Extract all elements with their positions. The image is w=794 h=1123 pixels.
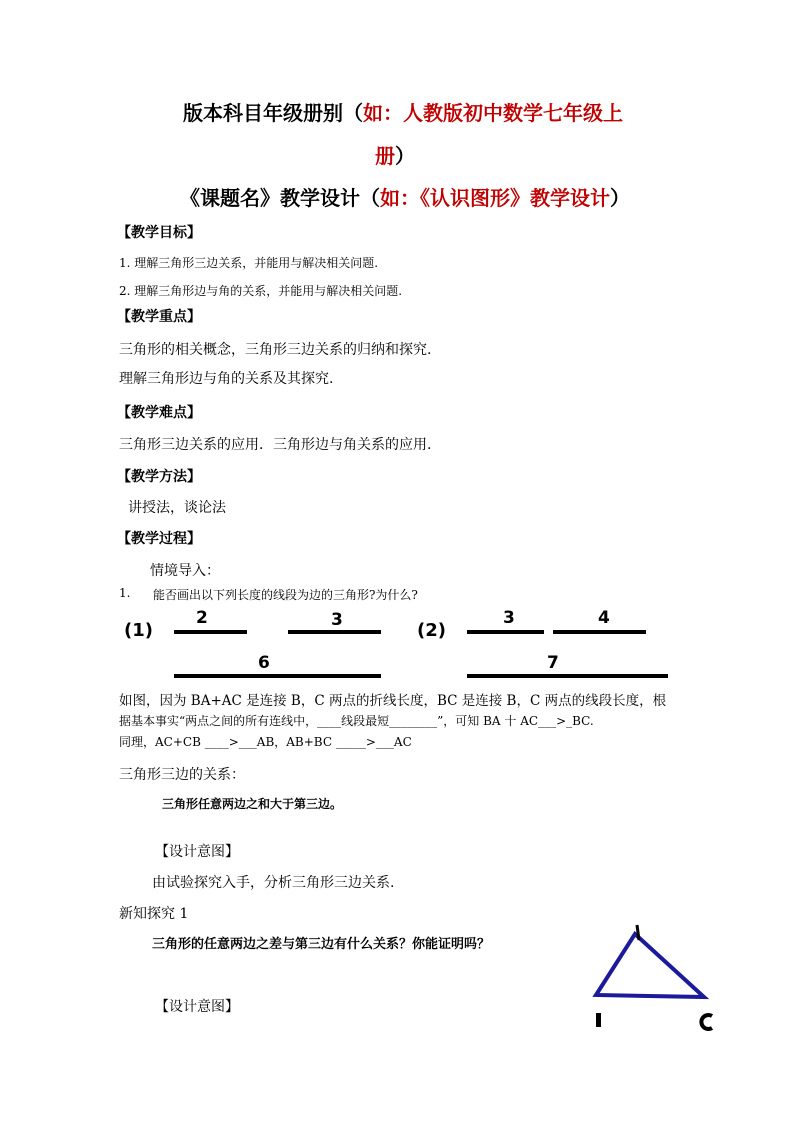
answer-blank: _____>___	[335, 735, 394, 749]
segment-label: 6	[258, 653, 270, 673]
vertex-c-mark	[701, 1015, 712, 1029]
explanation-text: 据基本事实“两点之间的所有连线中，	[119, 714, 318, 728]
design-heading-2: 【设计意图】	[155, 999, 239, 1015]
doc-title-line1	[183, 97, 623, 126]
title-close: ）	[395, 144, 415, 168]
explanation-line-2	[119, 712, 594, 729]
question-1-text: 能否画出以下列长度的线段为边的三角形?为什么?	[153, 588, 418, 602]
explanation-text: BC.	[572, 714, 594, 728]
goal-item-1: 1. 理解三角形三边关系，并能用与解决相关问题.	[119, 256, 379, 270]
segment-label: 7	[547, 653, 559, 673]
key-heading: 【教学重点】	[117, 309, 201, 325]
subtitle-close: ）	[610, 186, 630, 210]
segment-label: 2	[196, 608, 208, 628]
explanation-line-1: 如图，因为 BA+AC 是连接 B，C 两点的折线长度，BC 是连接 B，C 两点的线段长度，根	[119, 693, 667, 709]
diff-item-1: 三角形三边关系的应用．三角形边与角关系的应用.	[119, 437, 432, 453]
method-item-1: 讲授法，谈论法	[128, 500, 226, 516]
vertex-a-mark	[637, 925, 639, 940]
segment-line	[467, 674, 668, 678]
segment-line	[174, 630, 247, 634]
intro-label: 情境导入：	[150, 563, 220, 579]
goal-item-2: 2. 理解三角形边与角的关系，并能用与解决相关问题.	[119, 284, 403, 298]
design-heading-1: 【设计意图】	[155, 844, 239, 860]
segment-line	[288, 630, 381, 634]
explanation-line-3	[119, 733, 412, 750]
method-heading: 【教学方法】	[117, 469, 201, 485]
subtitle-example: 如：《认识图形》教学设计	[380, 186, 610, 210]
subtitle-prefix: 《课题名》教学设计（	[180, 186, 380, 210]
goal-heading: 【教学目标】	[117, 225, 201, 241]
triangle-figure	[585, 920, 725, 1035]
group-1-label: (1)	[124, 620, 153, 641]
title-example-cont: 册	[375, 144, 395, 168]
segment-label: 4	[598, 608, 610, 628]
doc-subtitle	[180, 182, 630, 211]
explanation-text: AC	[393, 735, 412, 749]
triangle-shape	[596, 934, 704, 997]
vertex-b-mark	[596, 1013, 601, 1027]
explanation-text: ”，可知 BA 十 AC	[437, 714, 539, 728]
explore-heading: 新知探究 1	[119, 906, 189, 922]
answer-blank: ____>___	[204, 735, 257, 749]
design-text-1: 由试验探究入手，分析三角形三边关系.	[152, 875, 395, 891]
answer-blank: ____线段最短________	[317, 714, 438, 728]
explanation-text: AB，AB+BC	[256, 735, 336, 749]
doc-title-line2	[375, 140, 415, 169]
segment-label: 3	[503, 608, 515, 628]
title-example: 如：人教版初中数学七年级上	[363, 101, 623, 125]
segment-line	[553, 630, 646, 634]
segment-label: 3	[331, 610, 343, 630]
relation-heading: 三角形三边的关系：	[119, 767, 245, 783]
title-prefix: 版本科目年级册别（	[183, 101, 363, 125]
explanation-text: 同理，AC+CB	[119, 735, 205, 749]
answer-blank: ___>_	[538, 714, 573, 728]
explore-question: 三角形的任意两边之差与第三边有什么关系？你能证明吗？	[152, 937, 491, 952]
segment-line	[467, 630, 544, 634]
key-item-1: 三角形的相关概念，三角形三边关系的归纳和探究.	[119, 342, 432, 358]
question-1-num: 1.	[119, 586, 131, 600]
group-2-label: (2)	[417, 620, 446, 641]
process-heading: 【教学过程】	[117, 531, 201, 547]
segment-line	[174, 674, 381, 678]
diff-heading: 【教学难点】	[117, 405, 201, 421]
key-item-2: 理解三角形边与角的关系及其探究.	[119, 371, 334, 387]
relation-statement: 三角形任意两边之和大于第三边。	[162, 797, 343, 811]
